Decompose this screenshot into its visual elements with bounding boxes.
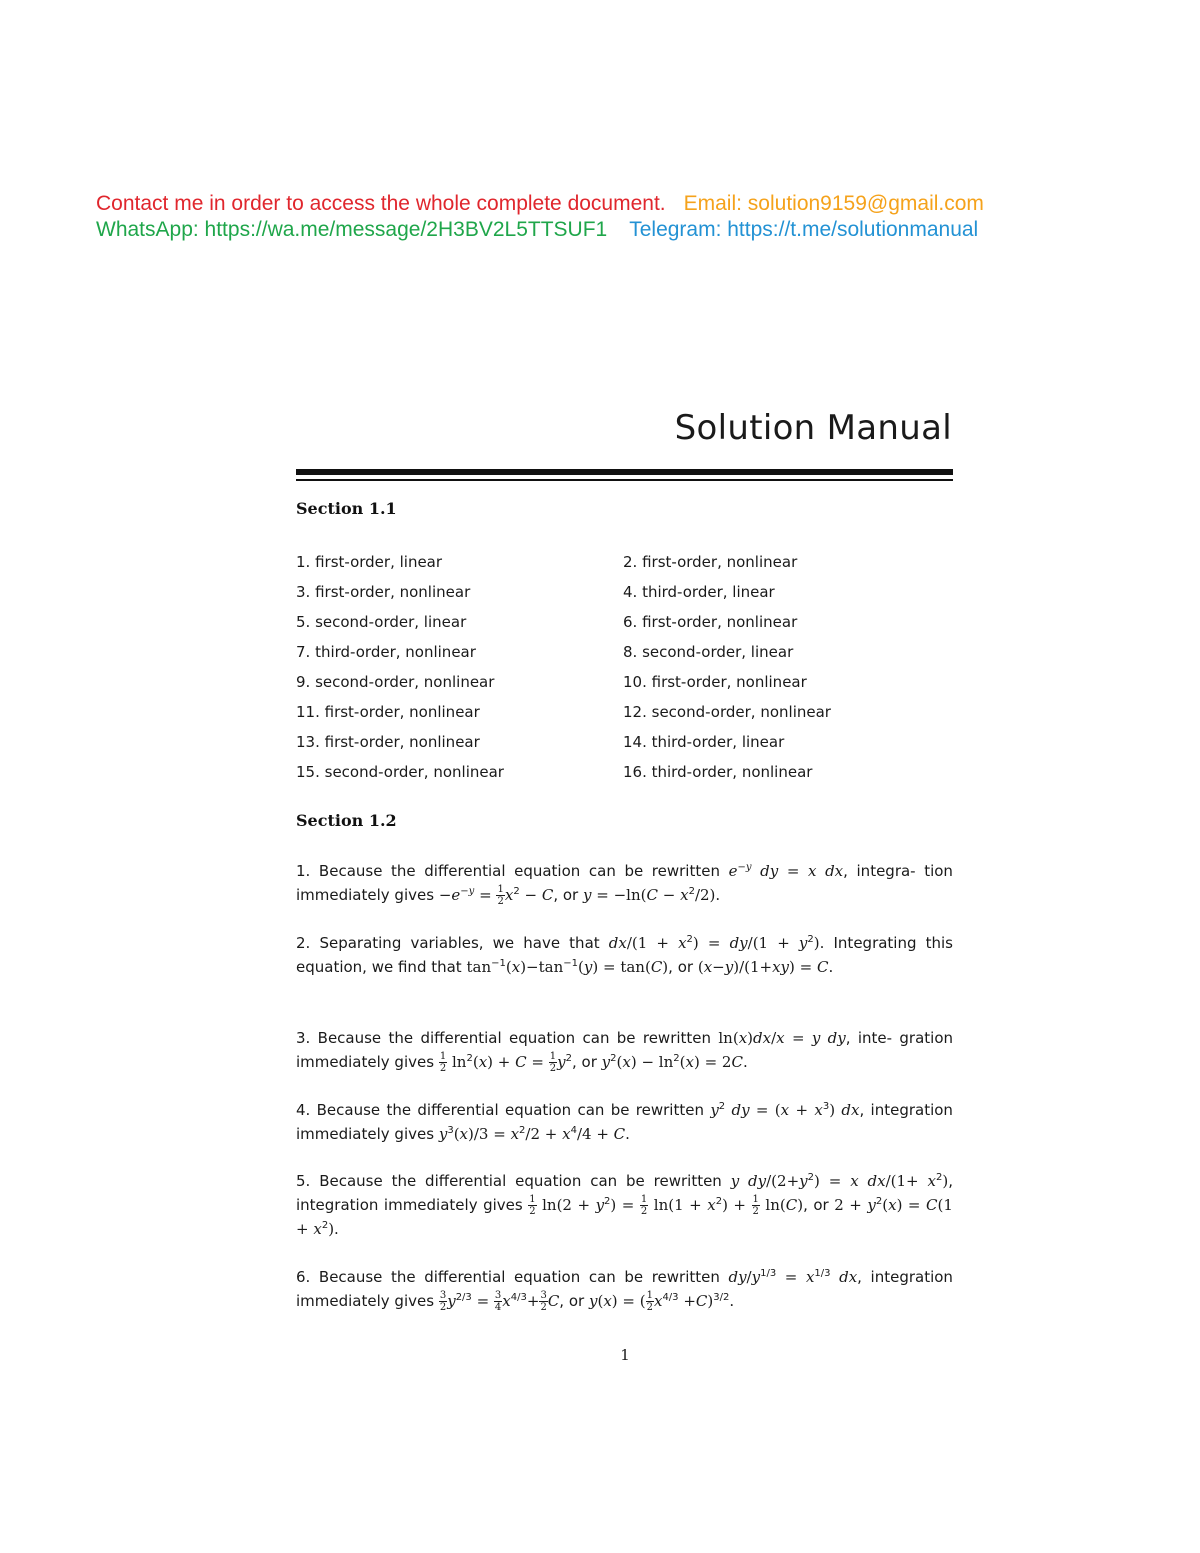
solution-paragraph-5: 5. Because the differential equation can be rewritten y $dy/(2+y^2) = x$ $dx/(1+ x^2)$, integration immediately gives $\frac{1}{2}$ $\ln(2 + y^2)$ = $\frac{1}{2}$ $\ln(1 + x^2)$ + $\frac{1}{2}$ ln(C), or $2 + y^2(x) = C(1 + x^2)$. <box>296 1172 953 1238</box>
solution-text: Because the differential equation can be rewritten <box>318 862 720 880</box>
solution-text: , or <box>559 1292 585 1310</box>
problem-number: 1. <box>296 862 311 880</box>
solution-text: Because the differential equation can be rewritten <box>318 1268 720 1286</box>
solution-text: , integration immediately gives <box>296 1172 953 1214</box>
answer-item: 13. first-order, nonlinear <box>296 733 480 751</box>
page-title: Solution Manual <box>674 408 952 448</box>
solution-paragraph-3: 3. Because the differential equation can be rewritten ln(x)dx/x = y dy, inte- gration immediately gives $\frac{1}{2}$ $\ln^2(x) + C$ = $\frac{1}{2}$ $y^2$, or $y^2(x) - \ln^2(x) = 2C$. <box>296 1029 954 1074</box>
answer-item: 5. second-order, linear <box>296 613 467 631</box>
answer-item: 4. third-order, linear <box>623 583 775 601</box>
answer-item: 6. first-order, nonlinear <box>623 613 798 631</box>
contact-telegram[interactable]: Telegram: https://t.me/solutionmanual <box>629 218 979 241</box>
solution-text: , or <box>803 1196 829 1214</box>
contact-whatsapp[interactable]: WhatsApp: https://wa.me/message/2H3BV2L5TTSUF1 <box>96 218 608 241</box>
answer-item: 14. third-order, linear <box>623 733 785 751</box>
solution-text: . Integrating this equation, we find that <box>296 934 953 976</box>
problem-number: 4. <box>296 1101 311 1119</box>
answer-item: 8. second-order, linear <box>623 643 794 661</box>
answer-item: 16. third-order, nonlinear <box>623 763 813 781</box>
answer-item: 9. second-order, nonlinear <box>296 673 495 691</box>
answer-item: 11. first-order, nonlinear <box>296 703 480 721</box>
problem-number: 2. <box>296 934 311 952</box>
section-1-2-heading: Section 1.2 <box>296 811 397 830</box>
contact-message: Contact me in order to access the whole complete document. <box>96 192 666 215</box>
solution-paragraph-4: 4. Because the differential equation can be rewritten $y^2$ dy = $(x + x^3)$ dx, integration immediately gives $y^3(x)/3 = x^2/2 + x^4/4 + C$. <box>296 1101 953 1143</box>
title-rule-thin <box>296 479 953 481</box>
solution-text: Because the differential equation can be rewritten <box>319 1172 722 1190</box>
problem-number: 5. <box>296 1172 311 1190</box>
solution-text: Because the differential equation can be rewritten <box>316 1101 704 1119</box>
contact-line-1 <box>96 192 984 216</box>
answer-item: 3. first-order, nonlinear <box>296 583 471 601</box>
section-1-1-heading: Section 1.1 <box>296 499 397 518</box>
solution-text: , integration immediately gives <box>296 1101 953 1143</box>
answer-item: 12. second-order, nonlinear <box>623 703 831 721</box>
contact-email[interactable]: Email: solution9159@gmail.com <box>683 192 984 215</box>
title-rule-thick <box>296 469 953 475</box>
problem-number: 3. <box>296 1029 311 1047</box>
solution-text: Separating variables, we have that <box>319 934 600 952</box>
solution-text: , integration immediately gives <box>296 1268 953 1310</box>
answer-item: 7. third-order, nonlinear <box>296 643 476 661</box>
solution-text: , inte- gration immediately gives <box>296 1029 954 1071</box>
solution-text: , or <box>571 1053 597 1071</box>
solution-text: Because the differential equation can be rewritten <box>317 1029 712 1047</box>
answer-item: 10. first-order, nonlinear <box>623 673 807 691</box>
answer-item: 2. first-order, nonlinear <box>623 553 798 571</box>
solution-text: , or <box>668 958 694 976</box>
solution-paragraph-6: 6. Because the differential equation can be rewritten $dy/y^{1/3} = x^{1/3}$ dx, integration immediately gives $\frac{3}{2}$ $y^{2/3}$ = $\frac{3}{4}$ $x^{4/3}+$ $\frac{3}{2}$ C, or y(x) = ( $\frac{1}{2}$ $x^{4/3} +C)^{3/2}$. <box>296 1268 953 1313</box>
solution-text: , integra- tion immediately gives <box>296 862 953 904</box>
answer-item: 15. second-order, nonlinear <box>296 763 504 781</box>
problem-number: 6. <box>296 1268 311 1286</box>
solution-paragraph-1: 1. Because the differential equation can be rewritten $e^{-y}$ dy = x dx, integra- tion immediately gives $-e^{-y}$ = $\frac{1}{2}$ $x^2 - C$, or $y = -\ln(C - x^2/2)$. <box>296 862 953 907</box>
solution-text: , or <box>553 886 579 904</box>
contact-line-2 <box>96 218 978 242</box>
page-number: 1 <box>620 1346 630 1364</box>
solution-paragraph-2: 2. Separating variables, we have that $dx/(1 + x^2) = dy/(1 + y^2)$. Integrating this equation, we find that $\tan^{-1}(x)-\tan^{-1}(y) = \tan(C)$, or (x−y)/(1+xy) = C. <box>296 934 953 976</box>
answer-item: 1. first-order, linear <box>296 553 443 571</box>
